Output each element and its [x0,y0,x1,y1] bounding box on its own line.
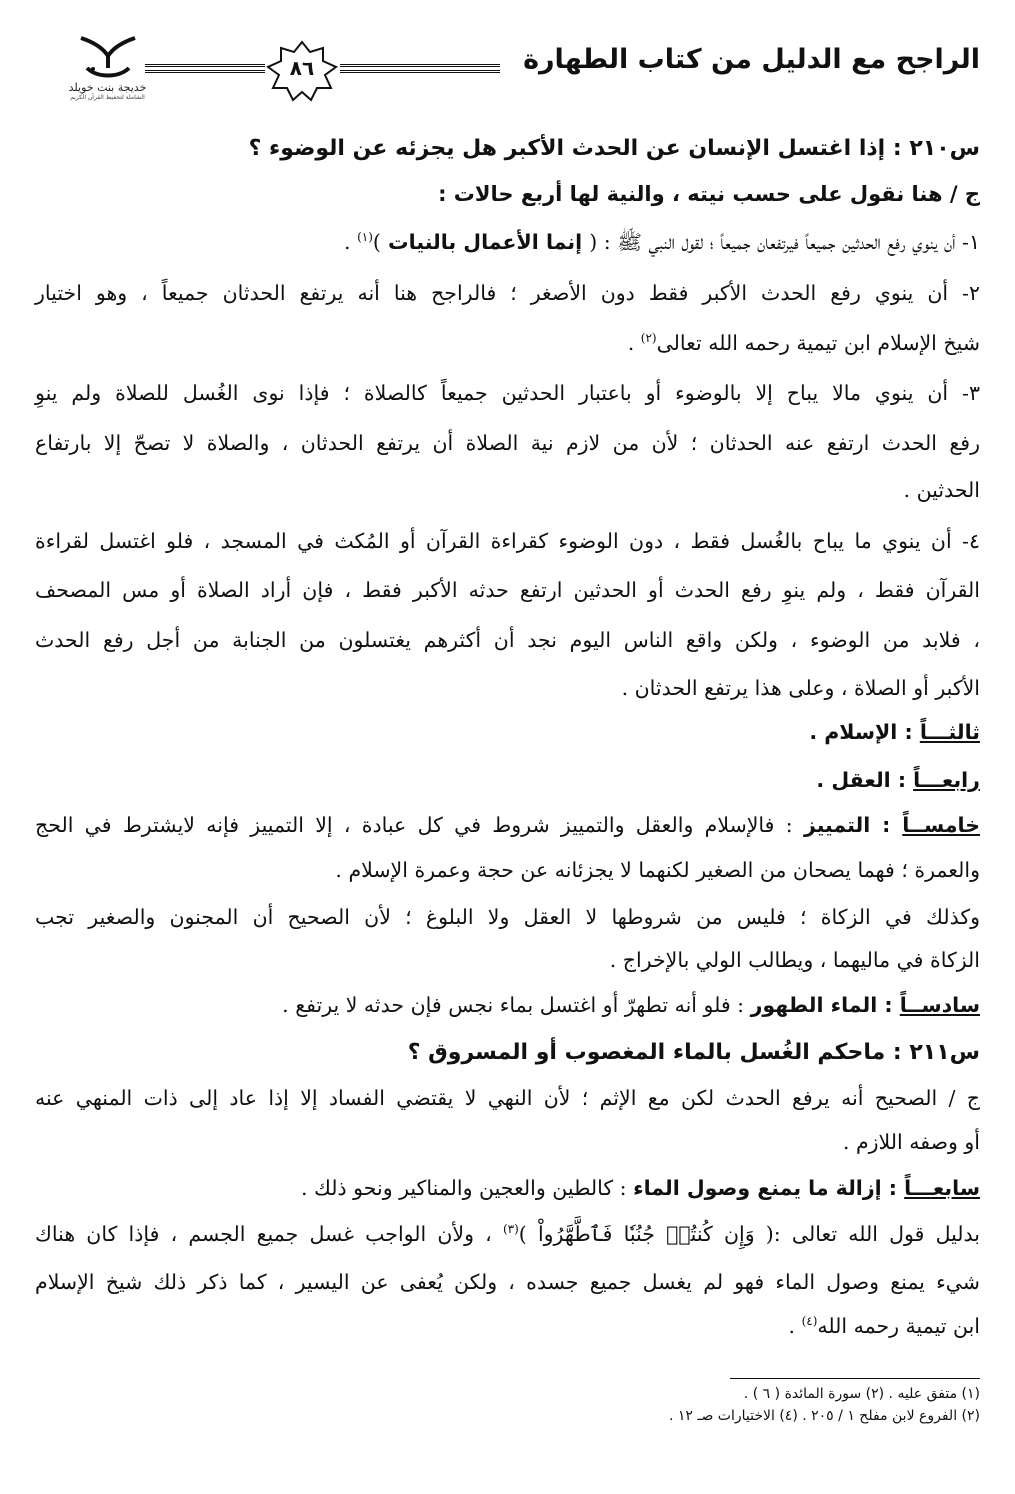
condition-6: سادســاً : الماء الطهور : فلو أنه تطهرّ أو اغتسل بماء نجس فإن حدثه لا يرتفع . [282,993,980,1017]
footnote-separator [730,1378,980,1379]
footnote-ref-4: (٤) [801,1314,818,1329]
book-logo-icon [73,32,143,80]
evidence-line-3: ابن تيمية رحمه الله$^{(٤)}$ . [788,1314,980,1338]
condition-4: رابعـــاً : العقل . [816,768,980,792]
answer-intro: ج / هنا نقول على حسب نيته ، والنية لها أربع حالات : [438,182,980,206]
case-4-line-3: ، فلابد من الوضوء ، ولكن واقع الناس اليوم نجد أن أكثرهم يغتسلون من الجنابة من أجل رفع الحدث [35,628,980,652]
quran-verse: بدليل قول الله تعالى :( وَإِن كُنتُمۡ جُنُبٗا فَٱطَّهَّرُواْ ) [518,1222,981,1246]
condition-6-label: سادســاً [899,993,980,1017]
condition-5-line-4: الزكاة في ماليهما ، ويطالب الولي بالإخراج . [609,948,980,972]
case-4-line-1: ٤- أن ينوي ما يباح بالغُسل فقط ، دون الوضوء كقراءة القرآن أو المُكث في المسجد ، فلو اغتسل لقراءة [35,529,980,553]
case-4-line-4: الأكبر أو الصلاة ، وعلى هذا يرتفع الحدثان . [621,676,980,700]
answer-211-line-1: ج / الصحيح أنه يرفع الحدث لكن مع الإثم ؛ لأن النهي لا يقتضي الفساد إلا إذا عاد إلى ذات المنهي عنه [35,1086,980,1110]
condition-3: ثالثـــاً : الإسلام . [809,720,980,744]
case-4-line-2: القرآن فقط ، ولم ينوِ رفع الحدث أو الحدثين ارتفع حدثه الأكبر فقط ، فإن أراد الصلاة أو مس المصحف [35,578,980,602]
page-number: ٨٦ [289,56,315,80]
condition-7: سابعـــاً : إزالة ما يمنع وصول الماء : كالطين والعجين والمناكير ونحو ذلك . [300,1176,980,1200]
footnote-ref-3: (٣) [502,1222,519,1237]
footnote-ref-1: (١) [357,230,373,245]
page-number-badge [265,40,339,102]
footnote-line-1: (١) متفق عليه . (٢) سورة المائدة ( ٦ ) . [743,1386,980,1402]
question-210: س٢١٠ : إذا اغتسل الإنسان عن الحدث الأكبر هل يجزئه عن الوضوء ؟ [248,136,980,161]
publisher-logo [60,32,155,107]
question-211: س٢١١ : ماحكم الغُسل بالماء المغصوب أو المسروق ؟ [407,1040,980,1065]
case-1: ١- أن ينوي رفع الحدثين جميعاً فيرتفعان جميعاً ؛ لقول النبي ﷺ : ( إنما الأعمال بالنيات )$^{(١)}$ . [344,230,980,254]
condition-5-line-3: وكذلك في الزكاة ؛ فليس من شروطها لا العقل ولا البلوغ ؛ لأن الصحيح أن المجنون والصغير تجب [35,905,980,929]
condition-4-label: رابعـــاً [913,768,980,792]
footnote-ref-2: (٢) [640,331,657,346]
page-header [20,30,980,110]
case-3-line-2: رفع الحدث ارتفع عنه الحدثان ؛ لأن من لازم نية الصلاة أن يرتفع الحدثان ، والصلاة لا تصحّ إلا بارتفاع [35,431,980,455]
answer-211-line-2: أو وصفه اللازم . [842,1130,980,1154]
case-2-line-1: ٢- أن ينوي رفع الحدث الأكبر فقط دون الأصغر ؛ فالراجح هنا أنه يرتفع الحدثان جميعاً ، وهو اختيار [35,281,980,305]
case-2-line-2: شيخ الإسلام ابن تيمية رحمه الله تعالى$^{(٢)}$ . [627,331,980,355]
logo-name: خديجة بنت خويلد [68,81,147,94]
evidence-line-1: بدليل قول الله تعالى :( وَإِن كُنتُمۡ جُنُبٗا فَٱطَّهَّرُواْ )$^{(٣)}$ ، ولأن الواجب غسل جميع الجسم ، فإذا كان هناك [35,1222,981,1246]
logo-subtitle: الشاملة لتحفيظ القرآن الكريم [70,94,145,101]
condition-5-label: خامســاً [902,813,980,837]
case-3-line-3: الحدثين . [903,478,980,502]
case-3-line-1: ٣- أن ينوي مالا يباح إلا بالوضوء أو باعتبار الحدثين جميعاً كالصلاة ؛ فإذا نوى الغُسل للصلاة ولم ينوِ [35,381,980,405]
condition-3-label: ثالثـــاً [919,720,980,744]
header-rule-left [145,64,265,73]
condition-7-label: سابعـــاً [904,1176,980,1200]
hadith-text: إنما الأعمال بالنيات [380,230,590,254]
header-rule-right [340,64,500,73]
condition-5-line-2: والعمرة ؛ فهما يصحان من الصغير لكنهما لا يجزئانه عن حجة وعمرة الإسلام . [335,858,980,882]
condition-5-line-1: خامســاً : التمييز : فالإسلام والعقل والتمييز شروط في كل عبادة ، إلا التمييز فإنه لايشترط في الحج [35,813,980,837]
footnote-line-2: (٢) الفروع لابن مفلح ١ / ٢٠٥ . (٤) الاختيارات صـ ١٢ . [668,1408,980,1424]
evidence-line-2: شيء يمنع وصول الماء فهو لم يغسل جميع جسده ، ولكن يُعفى عن اليسير ، كما ذكر ذلك شيخ الإسلام [35,1270,980,1294]
running-title: الراجح مع الدليل من كتاب الطهارة [523,44,980,75]
